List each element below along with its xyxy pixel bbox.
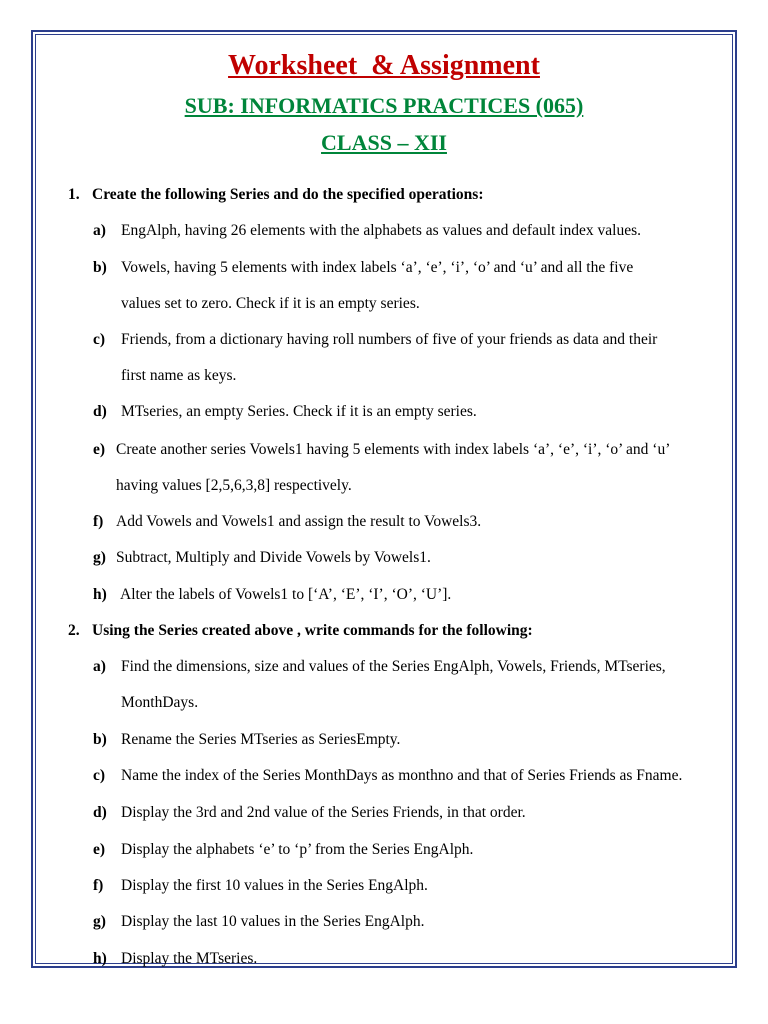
item-label: c) xyxy=(93,331,106,348)
question-1-item-e-continued: having values [2,5,6,3,8] respectively. xyxy=(116,477,352,494)
item-text: Display the last 10 values in the Series EngAlph. xyxy=(121,913,425,930)
item-text: Find the dimensions, size and values of the Series EngAlph, Vowels, Friends, MTseries, xyxy=(121,658,666,675)
question-2-item-c xyxy=(93,767,682,785)
class-heading: CLASS – XII xyxy=(321,130,447,155)
item-label: e) xyxy=(93,441,106,458)
question-2 xyxy=(68,622,533,640)
item-label: a) xyxy=(93,222,106,239)
item-text: Display the first 10 values in the Series EngAlph. xyxy=(121,877,428,894)
question-1-item-h xyxy=(93,586,451,604)
item-text: Vowels, having 5 elements with index labels ‘a’, ‘e’, ‘i’, ‘o’ and ‘u’ and all the five xyxy=(121,259,634,276)
item-label: h) xyxy=(93,950,107,967)
question-1-item-b xyxy=(93,259,633,277)
question-2-item-f xyxy=(93,877,428,895)
item-text: Display the alphabets ‘e’ to ‘p’ from the Series EngAlph. xyxy=(121,841,474,858)
question-text: Create the following Series and do the specified operations: xyxy=(92,186,484,203)
subject-heading: SUB: INFORMATICS PRACTICES (065) xyxy=(184,93,584,118)
item-label: f) xyxy=(93,513,104,530)
item-label: d) xyxy=(93,403,107,420)
question-1-item-f xyxy=(93,513,481,531)
question-2-item-h xyxy=(93,950,257,968)
item-label: g) xyxy=(93,549,106,566)
item-text: Add Vowels and Vowels1 and assign the result to Vowels3. xyxy=(116,513,482,530)
item-text: Display the 3rd and 2nd value of the Series Friends, in that order. xyxy=(121,804,526,821)
question-2-item-e xyxy=(93,841,473,859)
item-text: Create another series Vowels1 having 5 elements with index labels ‘a’, ‘e’, ‘i’, ‘o’ and ‘u’ xyxy=(116,441,671,458)
question-number: 1. xyxy=(68,186,80,203)
question-1-item-e xyxy=(93,441,670,459)
item-label: c) xyxy=(93,767,106,784)
item-text: EngAlph, having 26 elements with the alphabets as values and default index values. xyxy=(121,222,641,239)
item-text: Display the MTseries. xyxy=(121,950,258,967)
item-text: Alter the labels of Vowels1 to [‘A’, ‘E’, ‘I’, ‘O’, ‘U’]. xyxy=(120,586,452,603)
question-1 xyxy=(68,186,484,204)
page-border-inner xyxy=(35,34,733,964)
question-2-item-g xyxy=(93,913,425,931)
item-label: d) xyxy=(93,804,107,821)
question-text: Using the Series created above , write commands for the following: xyxy=(92,622,533,639)
question-1-item-c xyxy=(93,331,657,349)
question-1-item-a xyxy=(93,222,641,240)
question-2-item-b xyxy=(93,731,400,749)
question-2-item-d xyxy=(93,804,526,822)
question-2-item-a xyxy=(93,658,666,676)
item-label: b) xyxy=(93,259,107,276)
question-number: 2. xyxy=(68,622,80,639)
item-label: a) xyxy=(93,658,106,675)
question-1-item-g xyxy=(93,549,431,567)
question-1-item-c-continued: first name as keys. xyxy=(121,367,237,384)
item-text: Subtract, Multiply and Divide Vowels by Vowels1. xyxy=(116,549,431,566)
item-label: f) xyxy=(93,877,104,894)
item-text: MTseries, an empty Series. Check if it is an empty series. xyxy=(121,403,477,420)
item-label: h) xyxy=(93,586,107,603)
item-text: Name the index of the Series MonthDays as monthno and that of Series Friends as Fname. xyxy=(121,767,683,784)
question-1-item-d xyxy=(93,403,477,421)
question-2-item-a-continued: MonthDays. xyxy=(121,694,199,711)
question-1-item-b-continued: values set to zero. Check if it is an empty series. xyxy=(121,295,420,312)
item-label: e) xyxy=(93,841,106,858)
item-text: Friends, from a dictionary having roll numbers of five of your friends as data and their xyxy=(121,331,658,348)
item-label: b) xyxy=(93,731,107,748)
item-text: Rename the Series MTseries as SeriesEmpty. xyxy=(121,731,401,748)
worksheet-title: Worksheet & Assignment xyxy=(228,50,540,81)
item-label: g) xyxy=(93,913,106,930)
